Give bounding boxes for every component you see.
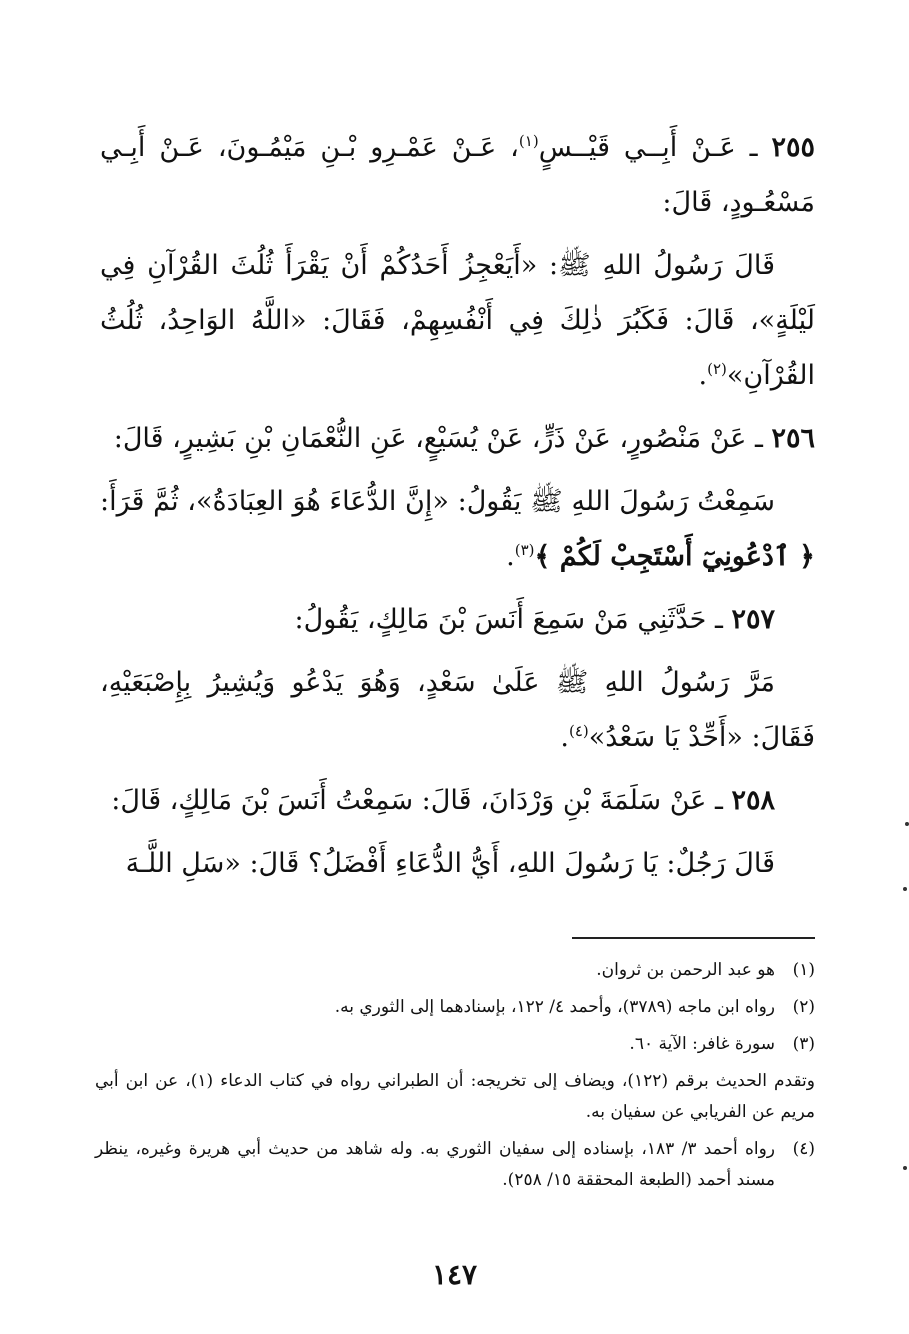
footnote-ref: (٤) [569,722,589,740]
isnad-text: عَـنْ أَبِــي قَيْــسٍ [538,132,736,163]
separator: ـ [714,604,723,635]
hadith-number: ٢٥٥ [771,132,815,163]
hadith-258-matn [100,836,815,891]
footnote-text: هو عبد الرحمن بن ثروان. [596,960,775,980]
footnotes [95,955,815,1202]
matn-text: سَمِعْتُ رَسُولَ اللهِ ﷺ يَقُولُ: «إِنَّ الدُّعَاءَ هُوَ العِبَادَةُ»، ثُمَّ قَرَأَ: [100,486,775,517]
footnote-ref: (٣) [514,541,535,559]
hadith-257-isnad [100,592,815,647]
matn-end: . [506,541,515,572]
footnote-4 [95,1134,815,1196]
matn-text: مَرَّ رَسُولُ اللهِ ﷺ عَلَىٰ سَعْدٍ، وَهُوَ يَدْعُو وَيُشِيرُ بِإِصْبَعَيْهِ، فَقَالَ: «أَحِّدْ يَا سَعْدُ» [100,667,815,753]
footnote-text: رواه أحمد ٣/ ١٨٣، بإسناده إلى سفيان الثوري به. وله شاهد من حديث أبي هريرة وغيره، ينظر مسند أحمد (الطبعة المحققة ١٥/ ٢٥٨). [95,1139,775,1190]
matn-end: . [698,360,708,391]
footnote-text: رواه ابن ماجه (٣٧٨٩)، وأحمد ٤/ ١٢٢، بإسنادهما إلى الثوري به. [334,997,775,1017]
main-text [100,120,815,899]
hadith-257-matn [100,655,815,765]
footnote-1 [95,955,815,986]
hadith-258-isnad [100,773,815,828]
page-number: ١٤٧ [431,1258,478,1291]
footnote-number: (٢) [792,997,815,1017]
footnote-ref: (١) [518,132,539,150]
separator: ـ [749,132,758,163]
matn-end: . [560,722,569,753]
margin-mark [905,822,909,826]
footnote-number: (٤) [792,1139,815,1159]
isnad-text: عَنْ مَنْصُورٍ، عَنْ ذَرٍّ، عَنْ يُسَيْعٍ، عَنِ النُّعْمَانِ بْنِ بَشِيرٍ، قَالَ: [113,423,747,454]
isnad-text: حَدَّثَنِي مَنْ سَمِعَ أَنَسَ بْنَ مَالِكٍ، يَقُولُ: [294,604,707,635]
footnote-number: (١) [792,960,815,980]
footnote-2 [95,992,815,1023]
footnote-number: (٣) [792,1034,815,1054]
isnad-text: عَنْ سَلَمَةَ بْنِ وَرْدَانَ، قَالَ: سَمِعْتُ أَنَسَ بْنَ مَالِكٍ، قَالَ: [111,785,707,816]
margin-mark [903,887,907,891]
hadith-256-isnad [100,411,815,466]
isnad-text-rest: ، عَـنْ عَمْـرِو بْـنِ مَيْمُـونَ، عَـنْ أَبِـي مَسْعُـودٍ، قَالَ: [100,132,815,218]
footnote-3-continuation: وتقدم الحديث برقم (١٢٢)، ويضاف إلى تخريجه: أن الطبراني رواه في كتاب الدعاء (١)، عن ابن أبي مريم عن الفريابي عن سفيان به. [95,1071,815,1122]
hadith-number: ٢٥٧ [731,604,775,635]
footnote-ref: (٢) [707,360,727,378]
hadith-256-matn [100,474,815,584]
separator: ـ [714,785,723,816]
hadith-number: ٢٥٨ [731,785,775,816]
separator: ـ [754,423,763,454]
quran-verse: ﴿ ٱدْعُونِيٓ أَسْتَجِبْ لَكُمْ ﴾ [534,541,815,572]
matn-text: قَالَ رَسُولُ اللهِ ﷺ: «أَيَعْجِزُ أَحَدُكُمْ أَنْ يَقْرَأَ ثُلُثَ القُرْآنِ فِي لَيْلَةٍ»، قَالَ: فَكَبُرَ ذٰلِكَ فِي أَنْفُسِهِمْ، فَقَالَ: «اللَّهُ الوَاحِدُ، ثُلُثُ القُرْآنِ» [100,250,815,391]
matn-text: قَالَ رَجُلٌ: يَا رَسُولَ اللهِ، أَيُّ الدُّعَاءِ أَفْضَلُ؟ قَالَ: «سَلِ اللَّـهَ [125,848,775,879]
margin-mark [903,1166,907,1170]
footnote-separator-line [572,937,815,939]
hadith-number: ٢٥٦ [771,423,815,454]
footnote-3 [95,1029,815,1060]
footnote-text: سورة غافر: الآية ٦٠. [629,1034,775,1054]
hadith-255-matn [100,238,815,403]
hadith-255-isnad [100,120,815,230]
